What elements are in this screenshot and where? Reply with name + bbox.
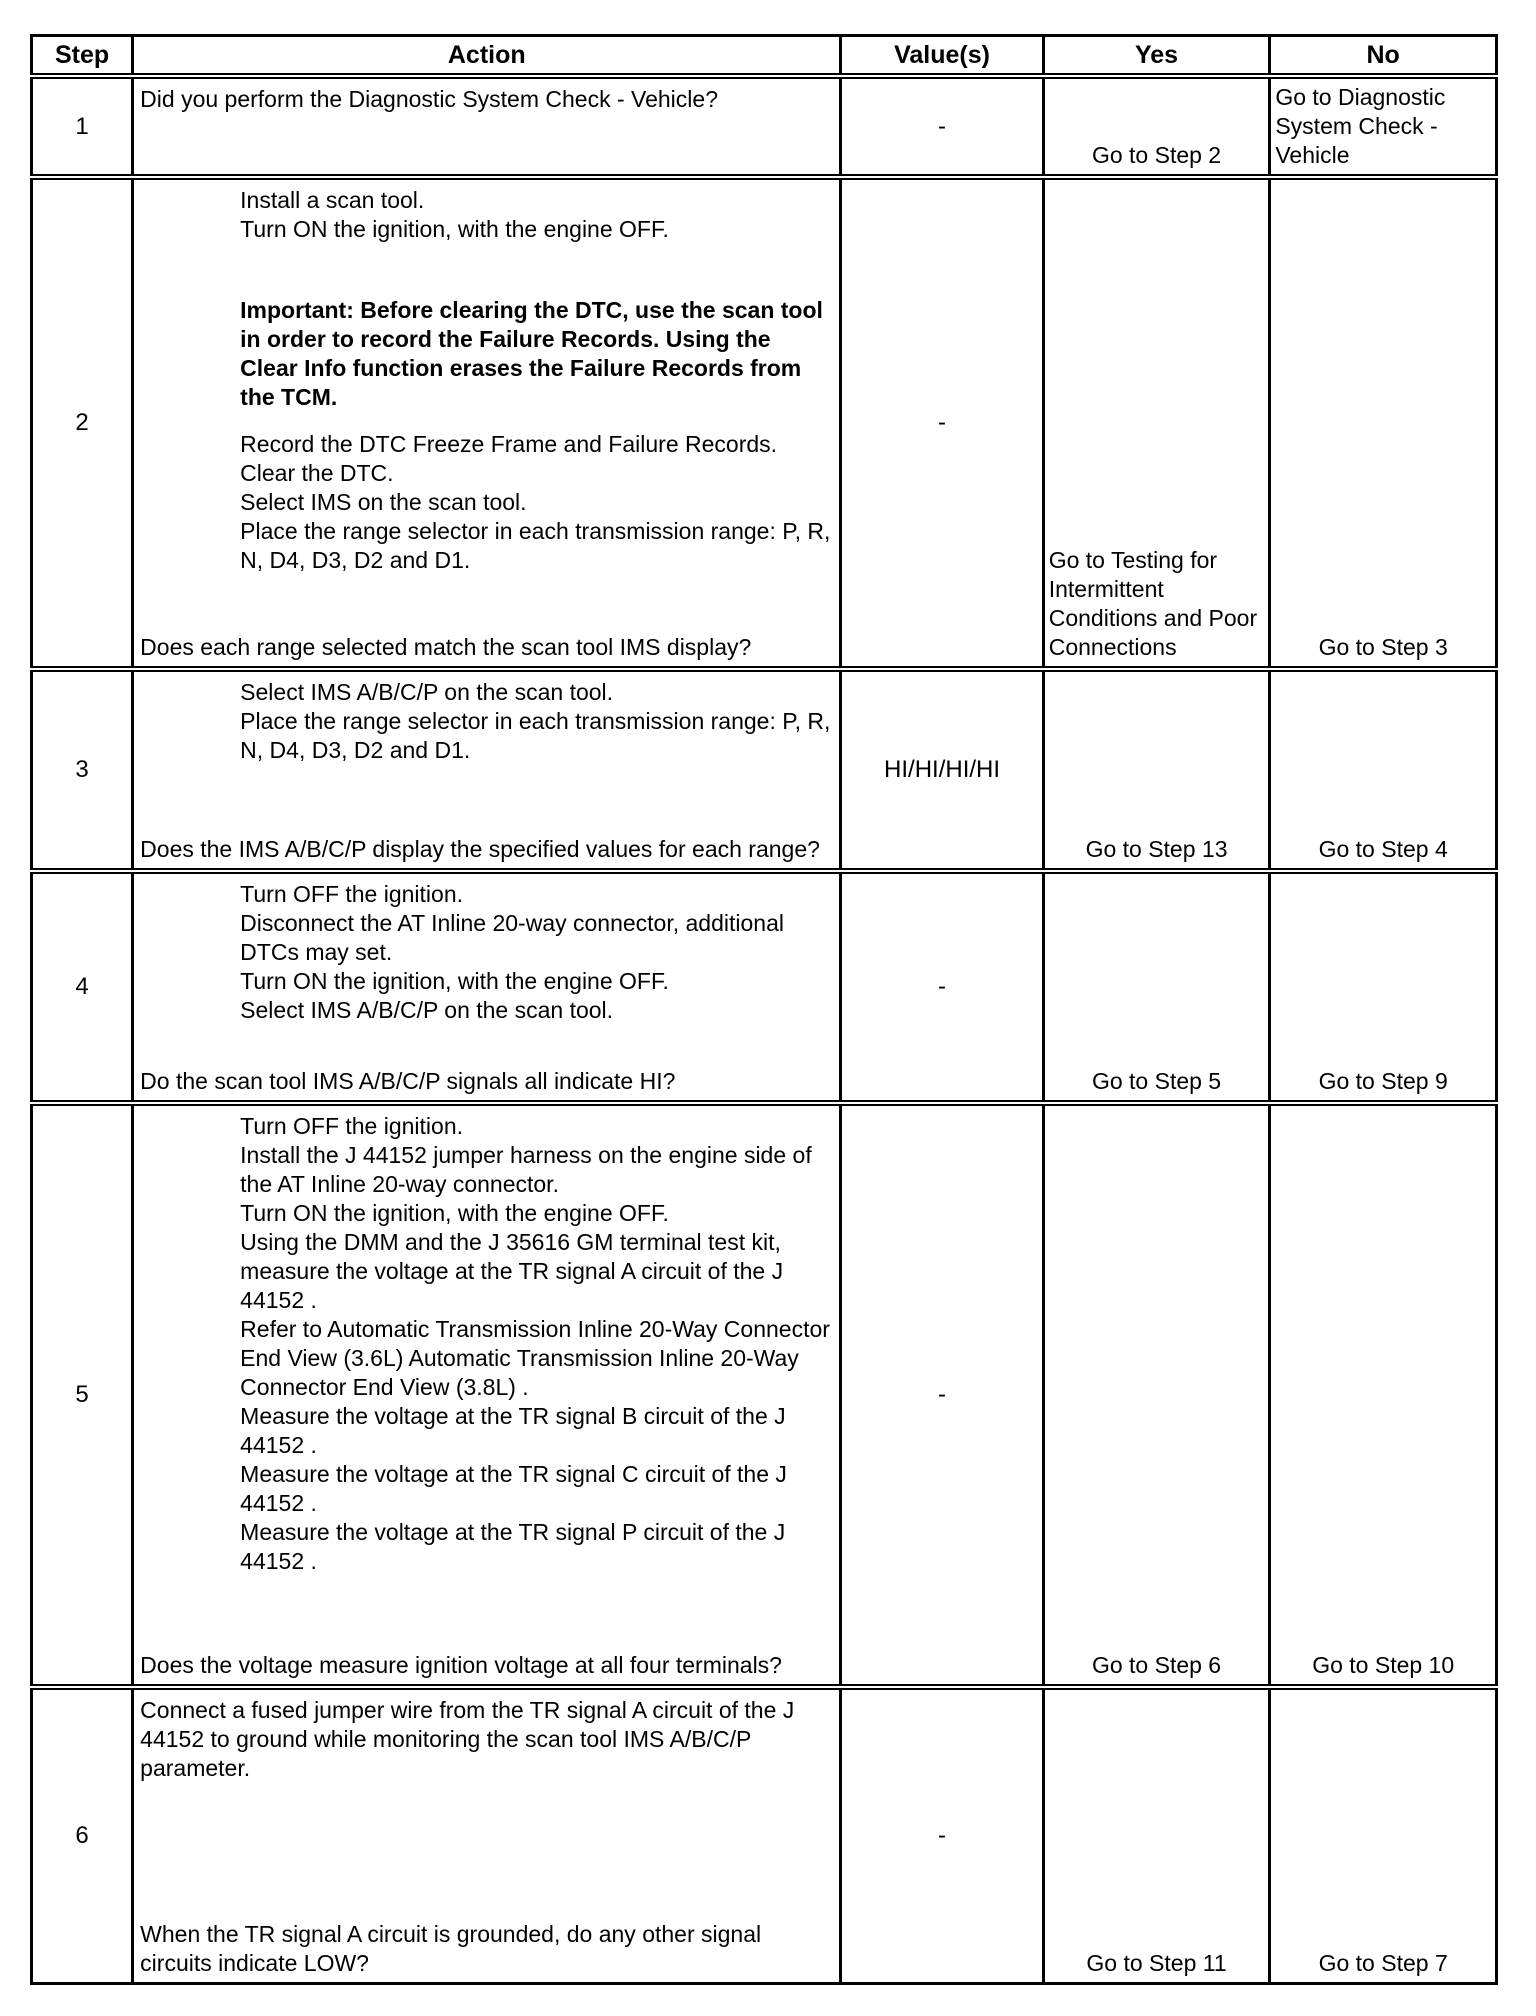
action-cell [133,1103,841,1687]
important-note: Important: Before clearing the DTC, use the scan tool in order to record the Failure Records. Using the Clear Info function erases the Failure Records from the TCM. [240,297,823,410]
instruction-line: Place the range selector in each transmission range: P, R, N, D4, D3, D2 and D1. [240,518,831,573]
instruction-line: Measure the voltage at the TR signal B circuit of the J 44152 . [240,1403,786,1458]
instruction-list [140,880,833,1025]
value-cell: - [841,1687,1043,1984]
instruction-list [140,430,833,575]
value-cell: - [841,1103,1043,1687]
instruction-list [140,186,833,244]
question-text: Does the IMS A/B/C/P display the specified values for each range? [140,836,820,862]
yes-cell: Go to Step 5 [1043,871,1270,1103]
instruction-line: Refer to Automatic Transmission Inline 20-Way Connector End View (3.6L) Automatic Transmission Inline 20-Way Connector End View (3.8L) . [240,1316,830,1400]
yes-cell: Go to Step 13 [1043,669,1270,871]
action-cell [133,177,841,669]
value-cell: - [841,177,1043,669]
header-values: Value(s) [841,36,1043,77]
instruction-list [140,678,833,765]
action-cell [133,871,841,1103]
question-text: Does the voltage measure ignition voltage at all four terminals? [140,1652,782,1678]
step-number: 3 [32,669,133,871]
instruction-line: Select IMS A/B/C/P on the scan tool. [240,997,614,1023]
header-no: No [1270,36,1497,77]
step-number: 6 [32,1687,133,1984]
action-cell [133,1687,841,1984]
table-row [32,1687,1497,1984]
instruction-line: Place the range selector in each transmission range: P, R, N, D4, D3, D2 and D1. [240,708,831,763]
header-row [32,36,1497,77]
question-text: Do the scan tool IMS A/B/C/P signals all indicate HI? [140,1068,676,1094]
no-cell: Go to Step 7 [1270,1687,1497,1984]
header-yes: Yes [1043,36,1270,77]
value-cell: HI/HI/HI/HI [841,669,1043,871]
yes-cell: Go to Step 2 [1043,76,1270,177]
value-cell: - [841,76,1043,177]
question-text: Does each range selected match the scan tool IMS display? [140,634,752,660]
question-text: Did you perform the Diagnostic System Check - Vehicle? [140,86,718,112]
table-row [32,177,1497,669]
instruction-line: Turn ON the ignition, with the engine OFF. [240,1200,669,1226]
instruction-line: Disconnect the AT Inline 20-way connector, additional DTCs may set. [240,910,784,965]
instruction-line: Select IMS on the scan tool. [240,489,527,515]
instruction-line: Measure the voltage at the TR signal C circuit of the J 44152 . [240,1461,787,1516]
no-cell: Go to Step 9 [1270,871,1497,1103]
action-cell [133,669,841,871]
instruction-line: Install the J 44152 jumper harness on the engine side of the AT Inline 20-way connector. [240,1142,812,1197]
instruction-line: Clear the DTC. [240,460,394,486]
yes-cell: Go to Testing for Intermittent Conditions and Poor Connections [1043,177,1270,669]
diagnostic-table [30,34,1498,1985]
header-action: Action [133,36,841,77]
step-number: 4 [32,871,133,1103]
instruction-text: Connect a fused jumper wire from the TR signal A circuit of the J 44152 to ground while monitoring the scan tool IMS A/B/C/P parameter. [140,1697,795,1781]
instruction-line: Turn ON the ignition, with the engine OFF. [240,216,669,242]
question-text: When the TR signal A circuit is grounded, do any other signal circuits indicate LOW? [140,1921,762,1976]
table-row [32,76,1497,177]
action-cell [133,76,841,177]
instruction-line: Measure the voltage at the TR signal P circuit of the J 44152 . [240,1519,786,1574]
no-cell: Go to Diagnostic System Check - Vehicle [1270,76,1497,177]
instruction-line: Using the DMM and the J 35616 GM terminal test kit, measure the voltage at the TR signal A circuit of the J 44152 . [240,1229,784,1313]
yes-cell: Go to Step 11 [1043,1687,1270,1984]
step-number: 5 [32,1103,133,1687]
instruction-list [140,1112,833,1576]
instruction-line: Turn ON the ignition, with the engine OFF. [240,968,669,994]
value-cell: - [841,871,1043,1103]
step-number: 1 [32,76,133,177]
header-step: Step [32,36,133,77]
instruction-line: Record the DTC Freeze Frame and Failure Records. [240,431,778,457]
instruction-line: Select IMS A/B/C/P on the scan tool. [240,679,614,705]
no-cell: Go to Step 3 [1270,177,1497,669]
instruction-line: Install a scan tool. [240,187,425,213]
table-row [32,669,1497,871]
table-row [32,871,1497,1103]
step-number: 2 [32,177,133,669]
no-cell: Go to Step 4 [1270,669,1497,871]
yes-cell: Go to Step 6 [1043,1103,1270,1687]
no-cell: Go to Step 10 [1270,1103,1497,1687]
instruction-line: Turn OFF the ignition. [240,881,464,907]
instruction-line: Turn OFF the ignition. [240,1113,464,1139]
table-row [32,1103,1497,1687]
